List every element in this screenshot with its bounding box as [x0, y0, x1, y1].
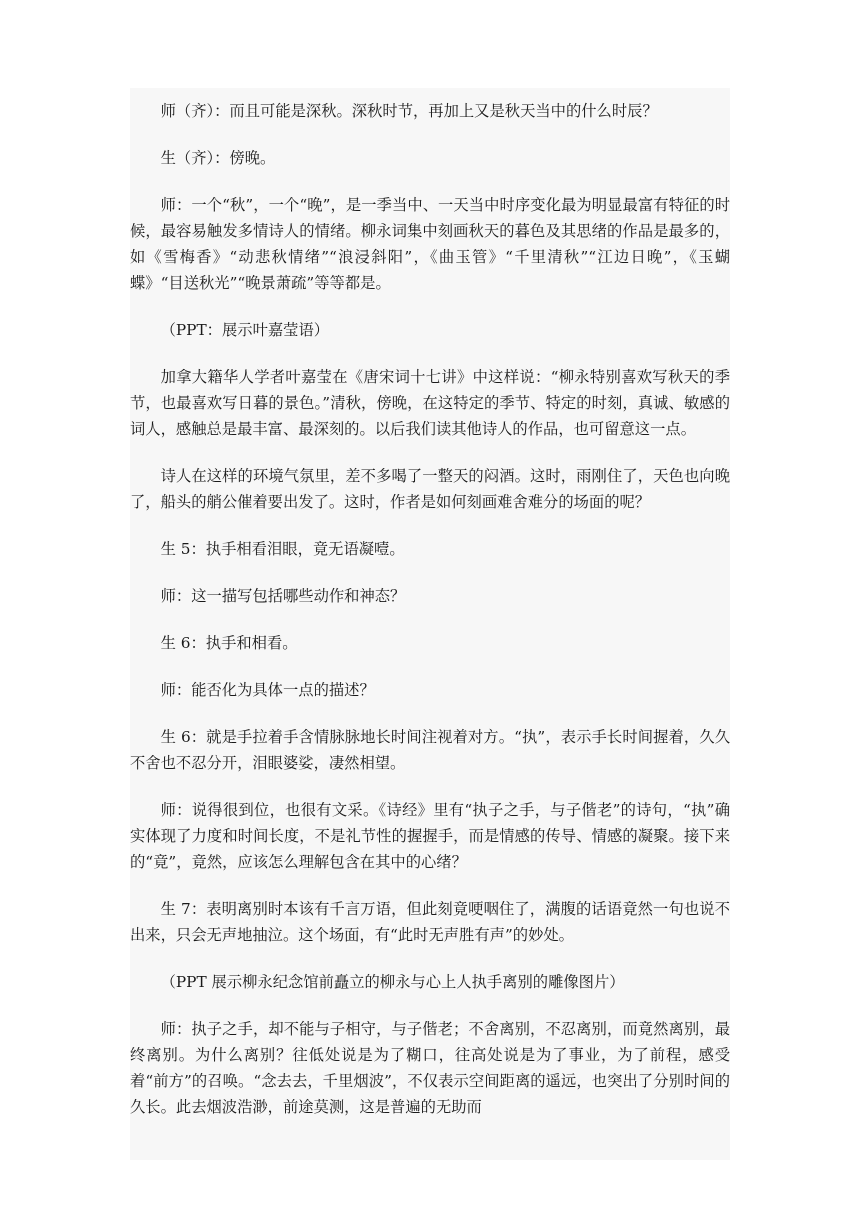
paragraph-student-answer: 生（齐）：傍晚。	[160, 149, 276, 167]
paragraph-teacher-question: 师（齐）：而且可能是深秋。深秋时节，再加上又是秋天当中的什么时辰？	[160, 102, 658, 120]
paragraph-student-5: 生 5：执手相看泪眼，竟无语凝噎。	[160, 540, 405, 558]
paragraph-ppt-note-1: （PPT：展示叶嘉莹语）	[160, 321, 330, 339]
paragraph-teacher-parting: 师：执子之手，却不能与子相守，与子偕老；不舍离别，不忍离别，而竟然离别，最终离别。为什么离别？往低处说是为了糊口，往高处说是为了事业，为了前程，感受着“前方”的召唤。“念去去，千里烟波”，不仅表示空间距离的遥远，也突出了分别时间的久长。此去烟波浩渺，前途莫测，这是普遍的无助而	[130, 1020, 730, 1116]
document-body	[130, 98, 730, 1120]
paragraph-student-6a: 生 6：执手和相看。	[160, 634, 298, 652]
paragraph-autumn-evening: 师：一个“秋”，一个“晚”，是一季当中、一天当中时序变化最为明显最富有特征的时候，最容易触发多情诗人的情绪。柳永词集中刻画秋天的暮色及其思绪的作品是最多的，如《雪梅香》“动悲秋情绪”“浪浸斜阳”，《曲玉管》“千里清秋”“江边日晚”，《玉蝴蝶》“目送秋光”“晚景萧疏”等等都是。	[130, 196, 730, 292]
paragraph-teacher-shijing: 师：说得很到位，也很有文采。《诗经》里有“执子之手，与子偕老”的诗句，“执”确实体现了力度和时间长度，不是礼节性的握握手，而是情感的传导、情感的凝聚。接下来的“竟”，竟然，应该怎么理解包含在其中的心绪？	[130, 801, 730, 871]
paragraph-teacher-actions: 师：这一描写包括哪些动作和神态？	[160, 587, 406, 605]
paragraph-student-7: 生 7：表明离别时本该有千言万语，但此刻竟哽咽住了，满腹的话语竟然一句也说不出来，只会无声地抽泣。这个场面，有“此时无声胜有声”的妙处。	[130, 900, 730, 944]
paragraph-poet-environment: 诗人在这样的环境气氛里，差不多喝了一整天的闷酒。这时，雨刚住了，天色也向晚了，船头的艄公催着要出发了。这时，作者是如何刻画难舍难分的场面的呢？	[130, 467, 730, 511]
paragraph-ppt-note-2: （PPT 展示柳永纪念馆前矗立的柳永与心上人执手离别的雕像图片）	[160, 973, 625, 991]
paragraph-student-6b: 生 6：就是手拉着手含情脉脉地长时间注视着对方。“执”，表示手长时间握着，久久不舍也不忍分开，泪眼婆娑，凄然相望。	[130, 728, 730, 772]
paragraph-teacher-specific: 师：能否化为具体一点的描述？	[160, 681, 375, 699]
paragraph-ye-jiaying-quote: 加拿大籍华人学者叶嘉莹在《唐宋词十七讲》中这样说：“柳永特别喜欢写秋天的季节，也最喜欢写日暮的景色。”清秋，傍晚，在这特定的季节、特定的时刻，真诚、敏感的词人，感触总是最丰富、最深刻的。以后我们读其他诗人的作品，也可留意这一点。	[130, 368, 730, 438]
